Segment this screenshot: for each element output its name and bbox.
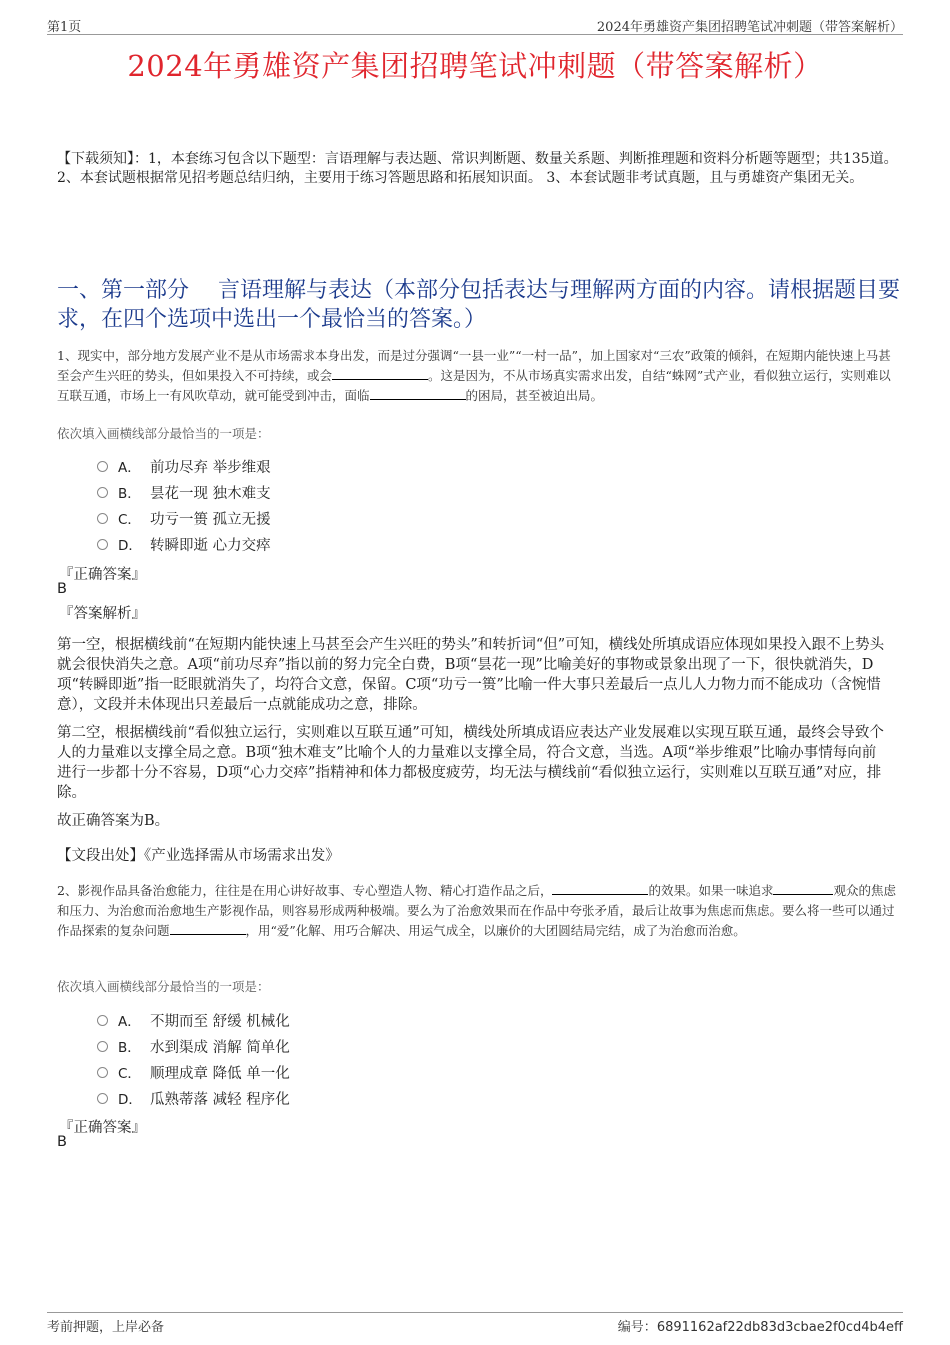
download-notice: 【下载须知】：1，本套练习包含以下题型：言语理解与表达题、常识判断题、数量关系题、判断推理题和资料分析题等题型；共135道。 2、本套试题根据常见招考题总结归纳，主要用于练习答题思路和拓展知识面。 3、本套试题非考试真题，且与勇雄资产集团无关。 xyxy=(57,151,898,186)
document-title: 2024年勇雄资产集团招聘笔试冲刺题（带答案解析） xyxy=(127,49,823,83)
fill-blank xyxy=(552,882,648,895)
question-2-part-a: 2、影视作品具备治愈能力，往往是在用心讲好故事、专心塑造人物、精心打造作品之后， xyxy=(57,883,553,898)
code-label: 编号： xyxy=(617,1320,657,1335)
question-1-part-a: 1、现实中，部分地方发展产业不是从市场需求本身出发，而是过分强调“一县一业”“一村一品”，加上国家对“三农”政策的倾斜，在短期内能快速上马甚至会产生兴旺的势头，但如果投入不可持续，或会 xyxy=(57,348,891,383)
fill-blank xyxy=(370,387,466,400)
radio-icon[interactable] xyxy=(97,1067,108,1078)
page-number: 第1页 xyxy=(47,20,82,35)
question-1-text xyxy=(57,346,902,406)
option-text: 功亏一篑 孤立无援 xyxy=(150,511,271,528)
analysis-paragraph-2: 第二空，根据横线前“看似独立运行，实则难以互联互通”可知，横线处所填成语应表达产业发展难以实现互联互通，最终会导致个人的力量难以支撑全局之意。B项“独木难支”比喻个人的力量难以支撑全局，符合文意，当选。A项“举步维艰”比喻办事情每向前进行一步都十分不容易，D项“心力交瘁”指精神和体力都极度疲劳，均无法与横线前“看似独立运行，实则难以互联互通”对应，排除。 xyxy=(57,725,884,801)
radio-icon[interactable] xyxy=(97,1041,108,1052)
option-c[interactable] xyxy=(97,505,271,531)
radio-icon[interactable] xyxy=(97,539,108,550)
radio-icon[interactable] xyxy=(97,487,108,498)
radio-icon[interactable] xyxy=(97,461,108,472)
option-c[interactable] xyxy=(97,1059,290,1085)
option-b[interactable] xyxy=(97,1033,290,1059)
fill-blank xyxy=(332,367,428,380)
fill-blank xyxy=(773,882,833,895)
option-d[interactable] xyxy=(97,1085,290,1111)
analysis-paragraph-1: 第一空，根据横线前“在短期内能快速上马甚至会产生兴旺的势头”和转折词“但”可知，横线处所填成语应体现如果投入跟不上势头就会很快消失之意。A项“前功尽弃”指以前的努力完全白费，B项“昙花一现”比喻美好的事物或景象出现了一下，很快就消失，D项“转瞬即逝”指一眨眼就消失了，均符合文意，保留。C项“功亏一篑”比喻一件大事只差最后一点儿人力物力而不能成功（含惋惜意），文段并未体现出只差最后一点就能成功之意，排除。 xyxy=(57,637,885,713)
document-code xyxy=(618,1316,903,1335)
analysis-conclusion: 故正确答案为B。 xyxy=(57,813,170,829)
footer-slogan: 考前押题，上岸必备 xyxy=(47,1320,165,1335)
option-letter: C． xyxy=(118,512,141,528)
page-header xyxy=(47,14,903,35)
section-title: 一、第一部分 言语理解与表达（本部分包括表达与理解两方面的内容。请根据题目要求，在四个选项中选出一个最恰当的答案。） xyxy=(57,278,900,332)
question-2-prompt: 依次填入画横线部分最恰当的一项是： xyxy=(57,979,270,994)
option-text: 水到渠成 消解 简单化 xyxy=(150,1039,290,1056)
option-text: 不期而至 舒缓 机械化 xyxy=(150,1013,290,1030)
radio-icon[interactable] xyxy=(97,1093,108,1104)
option-letter: B． xyxy=(118,486,141,502)
option-text: 转瞬即逝 心力交瘁 xyxy=(150,537,271,554)
code-value: 6891162af22db83d3cbae2f0cd4b4eff xyxy=(656,1320,903,1335)
answer-value: B xyxy=(57,1134,67,1150)
option-d[interactable] xyxy=(97,531,271,557)
text-source: 【文段出处】《产业选择需从市场需求出发》 xyxy=(57,848,340,864)
question-2-part-c: 观众的焦虑和压力、为治愈而治愈地生产影视作品，则容易形成两种极端。要么为了治愈效果而在作品中夸张矛盾，最后让故事为焦虑而焦虑。要么将一些可以通过作品探索的复杂问题 xyxy=(57,883,896,938)
option-a[interactable] xyxy=(97,1007,290,1033)
option-letter: C． xyxy=(118,1066,141,1082)
option-letter: D． xyxy=(118,1092,142,1108)
analysis-label: 『答案解析』 xyxy=(59,606,146,622)
header-doc-title: 2024年勇雄资产集团招聘笔试冲刺题（带答案解析） xyxy=(596,20,903,35)
option-b[interactable] xyxy=(97,479,271,505)
option-letter: A． xyxy=(118,460,141,476)
question-1-prompt: 依次填入画横线部分最恰当的一项是： xyxy=(57,426,270,441)
option-text: 顺理成章 降低 单一化 xyxy=(150,1065,290,1082)
question-1-part-b: 。这是因为，不从市场真实需求出发，自结“蛛网”式产业，看似独立运行，实则难以互联互通，市场上一有风吹草动，就可能受到冲击，面临 xyxy=(57,368,891,403)
question-1-part-c: 的困局，甚至被迫出局。 xyxy=(465,388,604,403)
question-2-text xyxy=(57,881,902,941)
option-text: 昙花一现 独木难支 xyxy=(150,485,271,502)
question-2-part-b: 的效果。如果一味追求 xyxy=(648,883,774,898)
fill-blank xyxy=(170,922,246,935)
question-1-options xyxy=(97,453,271,557)
question-2-part-d: ，用“爱”化解、用巧合解决、用运气成全，以廉价的大团圆结局完结，成了为治愈而治愈。 xyxy=(245,923,746,938)
answer-value: B xyxy=(57,581,67,597)
option-a[interactable] xyxy=(97,453,271,479)
option-text: 瓜熟蒂落 减轻 程序化 xyxy=(150,1091,290,1108)
radio-icon[interactable] xyxy=(97,1015,108,1026)
question-2-options xyxy=(97,1007,290,1111)
answer-label: 『正确答案』 xyxy=(59,1120,146,1136)
answer-label: 『正确答案』 xyxy=(59,567,146,583)
radio-icon[interactable] xyxy=(97,513,108,524)
option-text: 前功尽弃 举步维艰 xyxy=(150,459,271,476)
option-letter: A． xyxy=(118,1014,141,1030)
option-letter: B． xyxy=(118,1040,141,1056)
page-footer xyxy=(47,1312,903,1333)
option-letter: D． xyxy=(118,538,142,554)
